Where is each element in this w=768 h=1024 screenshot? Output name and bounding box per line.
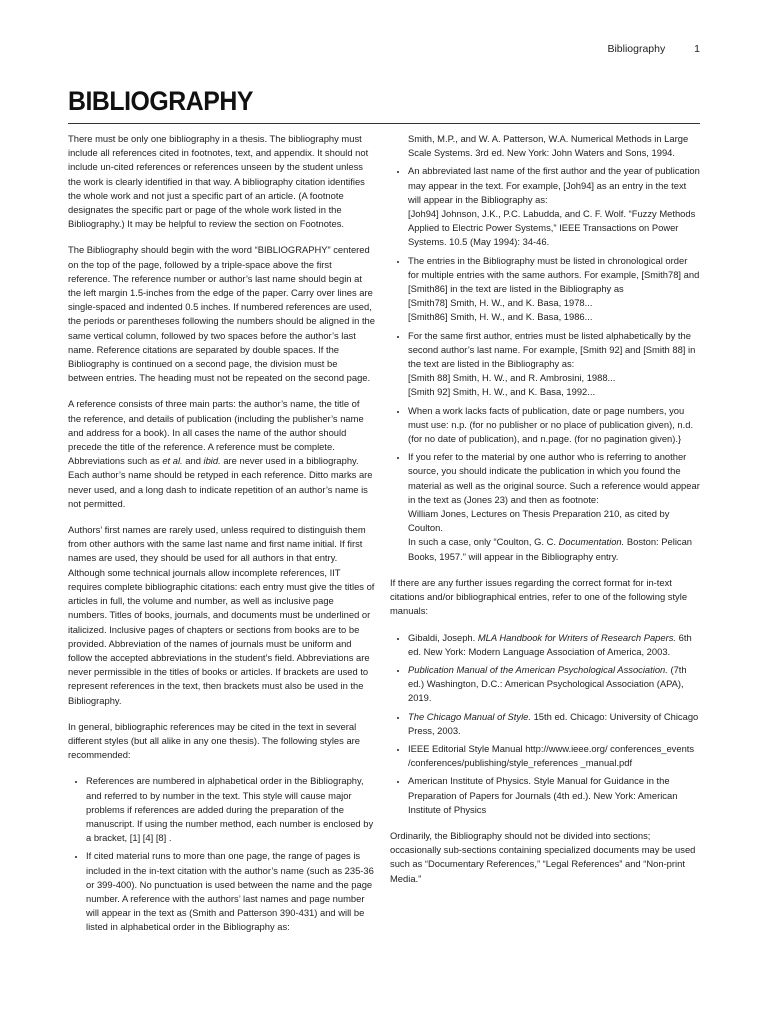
paragraph-sections: Ordinarily, the Bibliography should not be divided into sections; occasionally sub-sections containing specialized documents may be used such as “Documentary References,” “Legal References” and “Non-print Media.” xyxy=(390,829,696,884)
example-entry: [Smith86] Smith, H. W., and K. Basa, 1986... xyxy=(408,311,593,323)
page-title: BIBLIOGRAPHY xyxy=(68,86,253,116)
tail-text-a: In such a case, only “Coulton, G. C. xyxy=(408,536,559,548)
paragraph-styles: In general, bibliographic references may be cited in the text in several different styles (but all alike in any one thesis). The following styles are recommended: xyxy=(68,720,360,761)
list-item xyxy=(408,742,700,770)
list-item xyxy=(408,329,700,400)
manual-text: IEEE Editorial Style Manual http://www.ieee.org/ conferences_events /conferences/publishing/style_references _manual.pdf xyxy=(408,742,695,769)
right-column xyxy=(390,132,700,898)
list-item xyxy=(408,450,700,564)
manual-details: 15th ed. Chicago: University of Chicago Press, 2003. xyxy=(408,710,699,736)
list-item xyxy=(408,710,700,738)
et-al-term: et al. xyxy=(162,455,183,467)
parts-text-c: are never used in a bibliography. Each author’s name should be retyped in each reference. Ditto marks are never used, and a long dash to indicate repetition of an author’s name is not permitted. xyxy=(68,455,373,509)
example-entry: [Joh94] Johnson, J.K., P.C. Labudda, and C. F. Wolf. “Fuzzy Methods Applied to Electric Power Systems,” IEEE Transactions on Power Systems. 10.5 (May 1994): 34-46. xyxy=(408,208,696,248)
example-entry: [Smith78] Smith, H. W., and K. Basa, 1978... xyxy=(408,297,593,309)
list-item xyxy=(408,663,700,706)
list-item xyxy=(408,404,700,447)
parts-text-b: and xyxy=(182,455,204,467)
manual-title: The Chicago Manual of Style. xyxy=(408,710,531,722)
example-entry xyxy=(408,535,700,563)
parts-text-a: A reference consists of three main parts: the author’s name, the title of the reference, and details of publication (including the publisher’s name and address for a book). In all cases the name of the author should precede the title of the reference. A reference must be complete. Abbreviations such as xyxy=(68,398,364,467)
list-item: • References are numbered in alphabetical order in the Bibliography, and referred to by number in the text. This style will cause major problems if references are added during the preparation of the manuscript. If using the number method, each number is enclosed by a bracket, [1] [4] [8] . xyxy=(86,774,375,845)
list-item xyxy=(408,774,700,817)
manual-title: Publication Manual of the American Psychological Association. xyxy=(408,663,668,675)
tail-text-b: Boston: Pelican Books, 1957.” will appear in the Bibliography entry. xyxy=(408,536,693,562)
title-rule xyxy=(68,123,700,124)
paragraph-intro: There must be only one bibliography in a thesis. The bibliography must include all references cited in footnotes, text, and appendix. It should not include un-cited references or references unseen by the student unless the work is clearly identified in that way. A bibliography citation identifies the whole work and not just a specific part of an article. (A footnote designates the specific part or page of the whole work listed in the Bibliography.) It may be helpful to review the section on Footnotes. xyxy=(68,133,369,230)
styles-list xyxy=(68,774,375,934)
list-item-text: • An abbreviated last name of the first author and the year of publication may appear in the text. For example, [Joh94] as an entry in the text will appear in the Bibliography as: xyxy=(408,165,700,205)
page-number: 1 xyxy=(694,43,700,55)
continued-reference: Smith, M.P., and W. A. Patterson, W.A. Numerical Methods in Large Scale Systems. 3rd ed. New York: John Waters and Sons, 1994. xyxy=(408,133,689,159)
ibid-term: ibid. xyxy=(203,455,221,467)
manual-text: American Institute of Physics. Style Manual for Guidance in the Preparation of Papers for Journals (4th ed.). New York: American Institute of Physics xyxy=(408,775,678,815)
example-entry: William Jones, Lectures on Thesis Preparation 210, as cited by Coulton. xyxy=(408,508,670,534)
left-column xyxy=(68,132,375,947)
list-item xyxy=(408,254,700,325)
manual-details: (7th ed.) Washington, D.C.: American Psychological Association (APA), 2019. xyxy=(408,663,687,704)
paragraph-format: The Bibliography should begin with the word “BIBLIOGRAPHY” centered on the top of the page, followed by a triple-space above the first reference. The reference number or author’s last name should begin at the left margin 1.5-inches from the edge of the paper. Carry over lines are single-spaced and indented 0.5 inches. If numbered references are used, the periods or parentheses following the numbers should be aligned in the same vertical column, followed by two spaces before the author’s last name. Reference citations are separated by double spaces. If the Bibliography is continued on a second page, the division must be between entries. The heading must not be repeated on the second page. xyxy=(68,244,375,384)
running-header xyxy=(607,43,700,55)
paragraph-further-issues: If there are any further issues regarding the correct format for in-text citations and/or bibliographical entries, refer to one of the following style manuals: xyxy=(390,576,688,617)
running-title: Bibliography xyxy=(607,43,666,55)
citation-rules-list xyxy=(390,164,700,563)
style-manuals-list xyxy=(390,631,700,817)
list-item-text: • For the same first author, entries must be listed alphabetically by the second author’s last name. For example, [Smith 92] and [Smith 88] in the text are listed in the Bibliography as: xyxy=(408,329,696,370)
manual-details: 6th ed. New York: Modern Language Association of America, 2003. xyxy=(408,631,692,657)
paragraph-parts xyxy=(68,397,375,511)
list-item-text: • When a work lacks facts of publication, date or page numbers, you must use: n.p. (for no publisher or no place of publication given), n.d. (for no date of publication), and n.page. (for no pagination given).} xyxy=(408,404,694,445)
example-entry: [Smith 92] Smith, H. W., and K. Basa, 1992... xyxy=(408,386,596,398)
paragraph-first-names: Authors’ first names are rarely used, unless required to distinguish them from other authors with the same last name and first name initial. If first names are used, they should be used for all authors in that entry. Although some technical journals allow incomplete references, IIT requires complete bibliographic citations: each entry must give the titles of articles in full, the volume and number, as well as inclusive page numbers. Titles of books, journals, and documents must be underlined or italicized. Inclusive pages of chapters or sections from books are to be provided. Abbreviation of the names of journals must be uniform and follow the accepted abbreviations in the student’s field. Abbreviations are never permissible in the titles of books or articles. If brackets are used to represent references in the text, then brackets must also be used in the Bibliography. xyxy=(68,524,375,706)
list-item xyxy=(408,164,700,249)
manual-text: Gibaldi, Joseph. xyxy=(408,631,478,643)
list-item-text: • The entries in the Bibliography must be listed in chronological order for multiple entries with the same authors. For example, [Smith78] and [Smith86] in the text are listed in the Bibliography as xyxy=(408,254,700,295)
manual-title: MLA Handbook for Writers of Research Papers. xyxy=(477,631,677,643)
list-item xyxy=(408,631,700,659)
documentation-title: Documentation. xyxy=(558,536,625,548)
example-entry: [Smith 88] Smith, H. W., and R. Ambrosini, 1988... xyxy=(408,372,616,384)
list-item-text: • If you refer to the material by one author who is referring to another source, you should indicate the publication in which you found the material as well as the original source. Such a reference would appear in the text as (Jones 23) and then as footnote: xyxy=(408,451,700,505)
list-item: • If cited material runs to more than one page, the range of pages is included in the in-text citation with the author’s name (such as 235-36 or 399-400). No punctuation is used between the name and the page number. A reference with the authors’ last names and page number will appear in the text as (Smith and Patterson 390-431) and will be listed in alphabetical order in the Bibliography as: xyxy=(86,849,375,934)
